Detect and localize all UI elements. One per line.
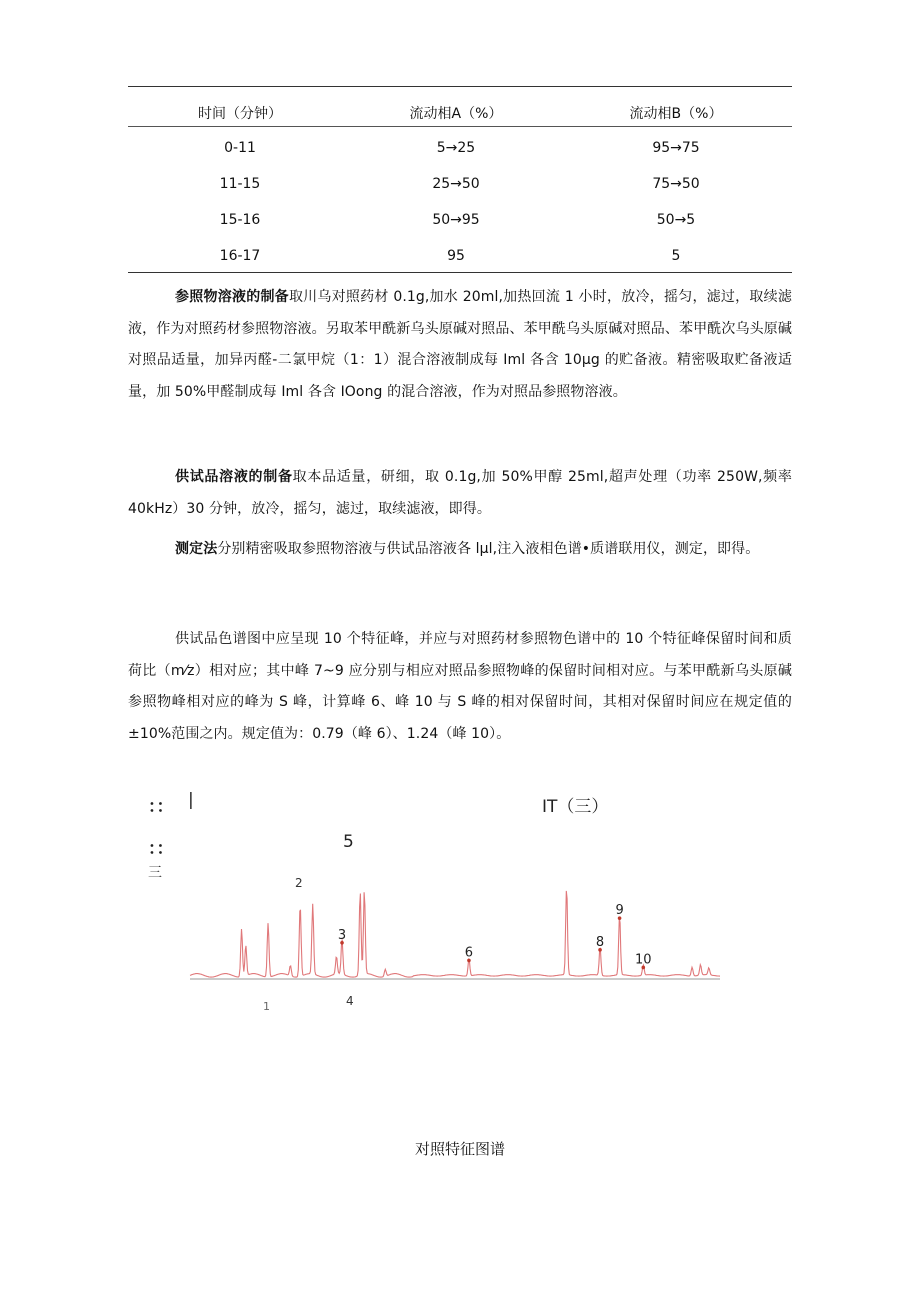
cell-phase-b: 50→5 — [656, 212, 696, 228]
cell-phase-a: 5→25 — [436, 140, 476, 156]
peak-label-9: 9 — [615, 903, 624, 919]
cell-time: 16-17 — [219, 248, 261, 264]
criteria-text: 供试品色谱图中应呈现 10 个特征峰，并应与对照药材参照物色谱中的 10 个特征峰保留时间和质荷比（m⁄z）相对应；其中峰 7~9 应分别与相应对照品参照物峰的保留时间相对应。与苯甲酰新乌头原碱参照物峰相对应的峰为 S 峰，计算峰 6、峰 10 与 S 峰的相对保留时间，其相对保留时间应在规定值的±10%范围之内。规定值为：0.79（峰 6）、1.24（峰 10）。 — [128, 631, 792, 742]
peak-label-1: 1 — [263, 1000, 270, 1013]
ref-solution-paragraph — [128, 282, 792, 408]
peak-label-2: 2 — [295, 876, 303, 890]
figure-bar-label: | — [188, 790, 194, 810]
method-title: 测定法 — [175, 541, 218, 557]
figure-caption: 对照特征图谱 — [414, 1140, 505, 1158]
ref-solution-title: 参照物溶液的制备 — [175, 289, 289, 305]
figure-number-5: 5 — [343, 832, 354, 852]
cell-phase-a: 25→50 — [432, 176, 480, 192]
peak-label-8: 8 — [595, 934, 605, 950]
cell-phase-b: 95→75 — [652, 140, 700, 156]
peak-label-6: 6 — [464, 945, 474, 961]
method-text: 分别精密吸取参照物溶液与供试品溶液各 lμl,注入液相色谱•质谱联用仪，测定，即得。 — [217, 541, 760, 557]
figure-it-label: IT（三） — [542, 797, 609, 817]
criteria-paragraph — [128, 624, 792, 750]
figure-colon-label-2: ：： — [148, 839, 174, 859]
gradient-table — [128, 100, 792, 274]
figure-san-label: 三 — [148, 865, 162, 881]
test-solution-title: 供试品溶液的制备 — [175, 469, 293, 485]
cell-time: 0-11 — [224, 140, 256, 156]
test-solution-paragraph — [128, 462, 792, 525]
peak-label-4: 4 — [346, 994, 354, 1008]
table-row — [128, 166, 792, 202]
header-phase-a: 流动相A（%） — [409, 106, 503, 122]
figure-colon-label: ：： — [148, 797, 174, 817]
cell-time: 15-16 — [219, 212, 261, 228]
ref-solution-text: 取川乌对照药材 0.1g,加水 20ml,加热回流 1 小时，放冷，摇匀，滤过，取续滤液，作为对照药材参照物溶液。另取苯甲酰新乌头原碱对照品、苯甲酰乌头原碱对照品、苯甲酰次乌头原碱对照品适量，加异丙醛-二氯甲烷（1：1）混合溶液制成每 Iml 各含 10μg 的贮备液。精密吸取贮备液适量，加 50%甲醛制成每 Iml 各含 IOong 的混合溶液，作为对照品参照物溶液。 — [128, 289, 792, 400]
table-top-rule — [128, 86, 792, 87]
peak-label-10: 10 — [635, 952, 652, 968]
table-row — [128, 130, 792, 166]
test-solution-text: 取本品适量，研细，取 0.1g,加 50%甲醇 25ml,超声处理（功率 250W,频率 40kHz）30 分钟，放冷，摇匀，滤过，取续滤液，即得。 — [128, 469, 792, 517]
header-time: 时间（分钟） — [198, 106, 282, 122]
cell-phase-a: 95 — [447, 248, 465, 264]
header-phase-b: 流动相B（%） — [629, 106, 723, 122]
cell-time: 11-15 — [219, 176, 261, 192]
cell-phase-b: 5 — [671, 248, 681, 264]
table-row — [128, 238, 792, 274]
cell-phase-b: 75→50 — [652, 176, 700, 192]
peak-label-3: 3 — [337, 927, 347, 943]
chromatogram-chart — [186, 888, 724, 988]
table-row — [128, 202, 792, 238]
method-paragraph — [128, 534, 792, 566]
table-header-row — [128, 100, 792, 126]
cell-phase-a: 50→95 — [432, 212, 480, 228]
